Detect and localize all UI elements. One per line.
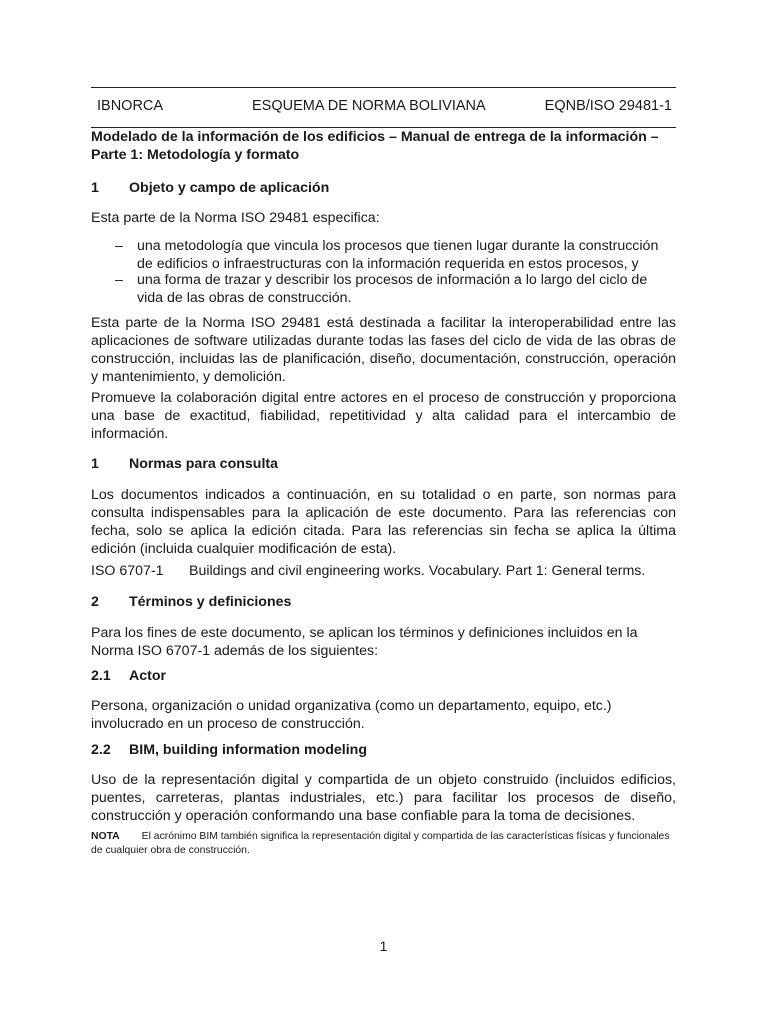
term-title: Actor: [129, 668, 167, 684]
page-number: 1: [379, 938, 388, 954]
document-page: [91, 0, 676, 1024]
term-number: 2.2: [91, 742, 111, 758]
list-dash: –: [115, 238, 123, 254]
section-title: Objeto y campo de aplicación: [129, 180, 330, 196]
section-heading-references: [91, 455, 676, 473]
title-line-1: Modelado de la información de los edificios – Manual de entrega de la información –: [91, 129, 659, 145]
section-title: Normas para consulta: [129, 456, 279, 472]
list-item-text: una metodología que vincula los procesos que tienen lugar durante la construcción de edificios o infraestructuras con la información requerida en estos procesos, y: [137, 238, 659, 272]
title-line-2: Parte 1: Metodología y formato: [91, 147, 300, 163]
term-number: 2.1: [91, 668, 111, 684]
section-number: 1: [91, 180, 99, 196]
term-definition: Uso de la representación digital y compartida de un objeto construido (incluidos edificios, puentes, carreteras, plantas industriales, etc.) para facilitar los procesos de diseño, construcción y operación conformando una base confiable para la toma de decisiones.: [91, 772, 676, 824]
header-kind: ESQUEMA DE NORMA BOLIVIANA: [252, 98, 486, 114]
term-heading-actor: [91, 667, 676, 685]
paragraph: Esta parte de la Norma ISO 29481 está destinada a facilitar la interoperabilidad entre las aplicaciones de software utilizadas durante todas las fases del ciclo de vida de las obras de construcción, incluidas las de planificación, diseño, documentación, construcción, operación y mantenimiento, y demolición.: [91, 315, 676, 385]
paragraph: Los documentos indicados a continuación, en su totalidad o en parte, son normas para consulta indispensables para la aplicación de este documento. Para las referencias con fecha, solo se aplica la edición citada. Para las referencias sin fecha se aplica la última edición (incluida cualquier modificación de esta).: [91, 487, 676, 557]
section-heading-terms: [91, 593, 676, 611]
reference-entry: [91, 562, 676, 580]
term-heading-bim: [91, 741, 676, 759]
section-number: 1: [91, 456, 99, 472]
scope-intro: Esta parte de la Norma ISO 29481 especifica:: [91, 210, 380, 226]
reference-title: Buildings and civil engineering works. Vocabulary. Part 1: General terms.: [189, 563, 646, 579]
note-label: NOTA: [91, 831, 120, 842]
header-org: IBNORCA: [97, 98, 164, 114]
reference-code: ISO 6707-1: [91, 563, 164, 579]
section-title: Términos y definiciones: [129, 594, 292, 610]
header-top-rule: [91, 87, 676, 88]
term-definition: Persona, organización o unidad organizativa (como un departamento, equipo, etc.) involucrado en un proceso de construcción.: [91, 698, 612, 732]
section-heading-scope: [91, 179, 676, 197]
term-title: BIM, building information modeling: [129, 742, 368, 758]
list-item-text: una forma de trazar y describir los procesos de información a lo largo del ciclo de vida de las obras de construcción.: [137, 272, 648, 306]
list-dash: –: [115, 272, 123, 288]
note-text: El acrónimo BIM también significa la representación digital y compartida de las características físicas y funcionales de cualquier obra de construcción.: [91, 831, 670, 856]
paragraph: Para los fines de este documento, se aplican los términos y definiciones incluidos en la Norma ISO 6707-1 además de los siguientes:: [91, 625, 638, 659]
document-title: [91, 128, 676, 164]
header-code: EQNB/ISO 29481-1: [544, 98, 672, 114]
note: [91, 830, 676, 858]
paragraph: Promueve la colaboración digital entre actores en el proceso de construcción y proporciona una base de exactitud, fiabilidad, repetitividad y alta calidad para el intercambio de información.: [91, 390, 676, 442]
section-number: 2: [91, 594, 99, 610]
